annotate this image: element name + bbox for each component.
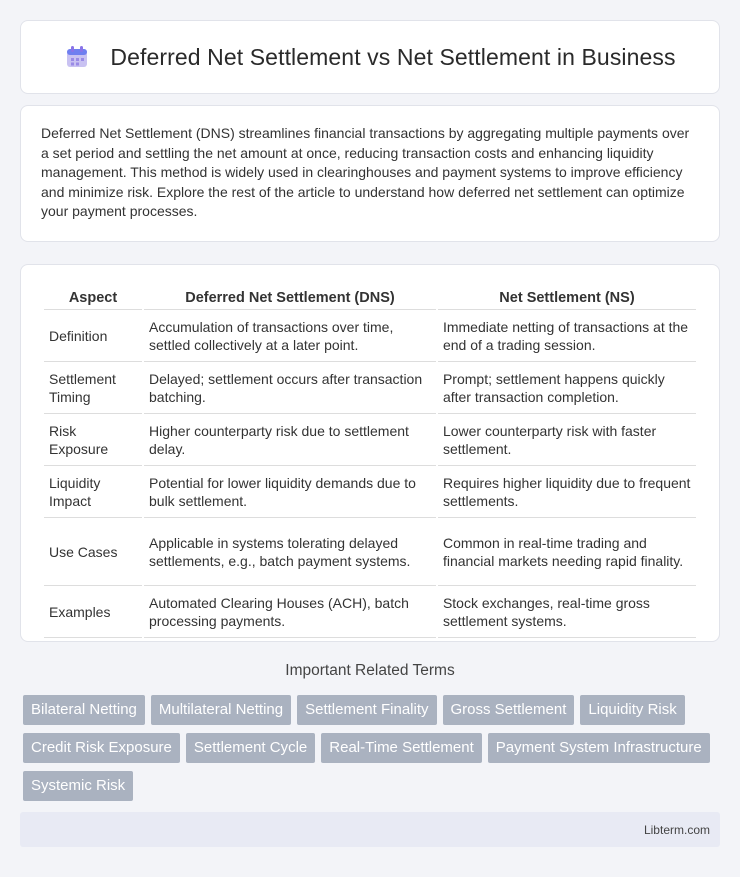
column-header-dns: Deferred Net Settlement (DNS) — [144, 287, 436, 310]
table-cell-ns: Lower counterparty risk with faster settlement. — [438, 416, 696, 466]
table-cell-dns: Higher counterparty risk due to settlement delay. — [144, 416, 436, 466]
related-term-tag[interactable]: Settlement Cycle — [186, 733, 315, 763]
table-cell-aspect: Examples — [44, 588, 142, 638]
related-term-tag[interactable]: Real-Time Settlement — [321, 733, 482, 763]
table-cell-aspect: Liquidity Impact — [44, 468, 142, 518]
comparison-table-card — [20, 264, 720, 642]
page-title: Deferred Net Settlement vs Net Settlement in Business — [110, 43, 676, 70]
table-cell-aspect: Risk Exposure — [44, 416, 142, 466]
table-row — [44, 588, 696, 638]
table-cell-dns: Potential for lower liquidity demands due to bulk settlement. — [144, 468, 436, 518]
related-term-tag[interactable]: Liquidity Risk — [580, 695, 684, 725]
table-row — [44, 312, 696, 362]
table-cell-dns: Automated Clearing Houses (ACH), batch processing payments. — [144, 588, 436, 638]
related-term-tag[interactable]: Bilateral Netting — [23, 695, 145, 725]
related-term-tag[interactable]: Gross Settlement — [443, 695, 575, 725]
column-header-aspect: Aspect — [44, 287, 142, 310]
intro-card — [20, 105, 720, 242]
related-term-tag[interactable]: Payment System Infrastructure — [488, 733, 710, 763]
related-term-tag[interactable]: Multilateral Netting — [151, 695, 291, 725]
comparison-table — [42, 285, 698, 640]
table-cell-dns: Delayed; settlement occurs after transaction batching. — [144, 364, 436, 414]
header-card — [20, 20, 720, 94]
table-cell-ns: Immediate netting of transactions at the end of a trading session. — [438, 312, 696, 362]
table-cell-ns: Prompt; settlement happens quickly after transaction completion. — [438, 364, 696, 414]
table-cell-ns: Common in real-time trading and financial markets needing rapid finality. — [438, 520, 696, 586]
table-cell-aspect: Settlement Timing — [44, 364, 142, 414]
footer-site-link[interactable]: Libterm.com — [643, 823, 710, 837]
column-header-ns: Net Settlement (NS) — [438, 287, 696, 310]
table-cell-dns: Applicable in systems tolerating delayed settlements, e.g., batch payment systems. — [144, 520, 436, 586]
intro-text: Deferred Net Settlement (DNS) streamlines financial transactions by aggregating multiple payments over a set period and settling the net amount at once, reducing transaction costs and enhancing liquidity management. This method is widely used in clearinghouses and payment systems to improve efficiency and minimize risk. Explore the rest of the article to understand how deferred net settlement can optimize your payment processes. — [41, 125, 690, 220]
table-row — [44, 468, 696, 518]
table-row — [44, 364, 696, 414]
calendar-icon — [64, 44, 90, 70]
table-cell-aspect: Definition — [44, 312, 142, 362]
table-header-row — [44, 287, 696, 310]
table-row — [44, 416, 696, 466]
related-terms-list — [23, 695, 723, 801]
related-terms-title: Important Related Terms — [285, 662, 455, 679]
related-term-tag[interactable]: Credit Risk Exposure — [23, 733, 180, 763]
footer — [20, 812, 720, 847]
table-cell-dns: Accumulation of transactions over time, settled collectively at a later point. — [144, 312, 436, 362]
table-cell-ns: Stock exchanges, real-time gross settlement systems. — [438, 588, 696, 638]
related-term-tag[interactable]: Systemic Risk — [23, 771, 133, 801]
table-cell-ns: Requires higher liquidity due to frequent settlements. — [438, 468, 696, 518]
table-row — [44, 520, 696, 586]
table-cell-aspect: Use Cases — [44, 520, 142, 586]
related-term-tag[interactable]: Settlement Finality — [297, 695, 436, 725]
